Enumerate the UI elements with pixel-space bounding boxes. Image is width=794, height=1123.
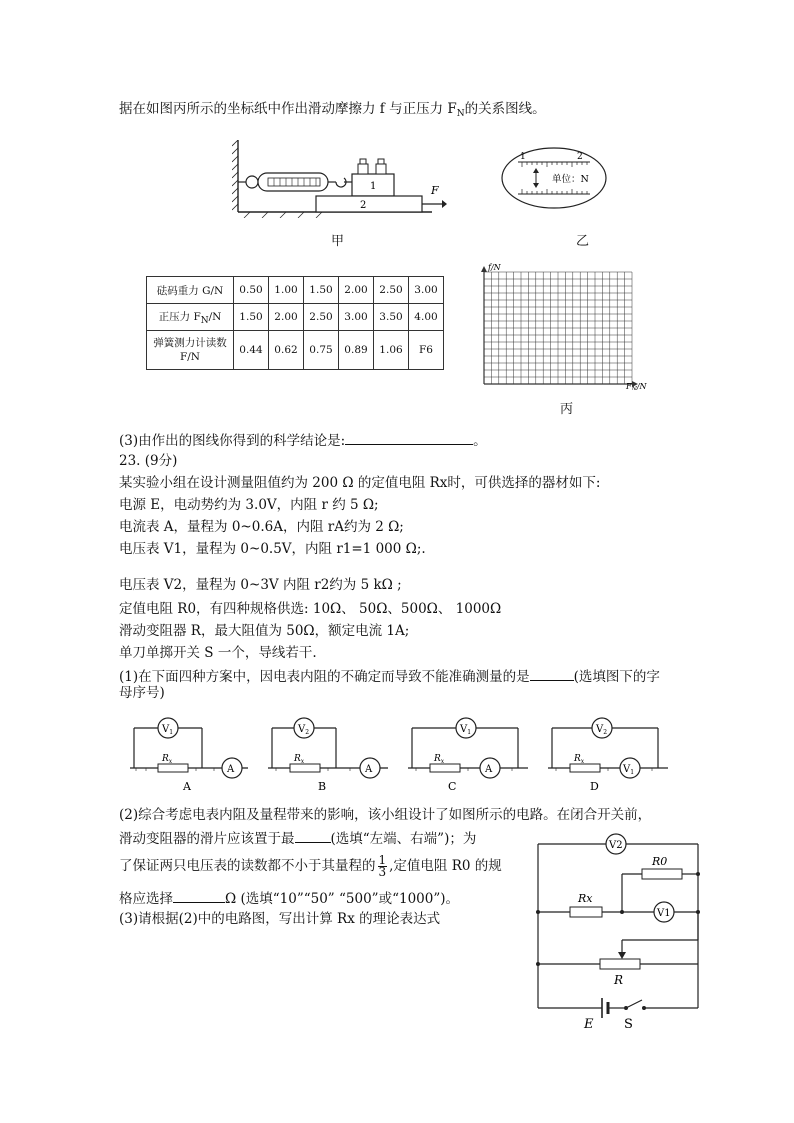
- table-cell: 2.00: [339, 277, 374, 304]
- svg-text:V1: $V_1$: [162, 724, 174, 736]
- svg-text:V2: $V_2$: [298, 724, 310, 736]
- figure-yi: [500, 146, 608, 210]
- q23-r0: 定值电阻 R0，有四种规格供选: 10Ω、 50Ω、500Ω、 1000Ω: [119, 601, 502, 617]
- tick-2: 2: [577, 152, 583, 162]
- table-cell: 1.06: [374, 331, 409, 370]
- circuit-d: [548, 718, 668, 793]
- q23-p2-b: 滑动变阻器的滑片应该置于最 (选填“左端、右端”)；为: [119, 828, 476, 848]
- table-cell: 2.50: [304, 304, 339, 331]
- q23-p2-d: 格应选择 Ω (选填“10”“50” “500”或“1000”)。: [119, 888, 459, 908]
- svg-text:V2: $V_2$: [596, 724, 608, 736]
- table-cell: 0.62: [269, 331, 304, 370]
- table-cell: 0.75: [304, 331, 339, 370]
- q23-header: 23. (9分): [119, 453, 178, 469]
- circuit-c: [408, 718, 528, 793]
- svg-text:Rx: $R_x$: [574, 754, 585, 765]
- q23-p1: (1)在下面四种方案中，因电表内阻的不确定而导致不能准确测量的是 (选填图下的字: [119, 666, 660, 686]
- answer-blank[interactable]: [295, 828, 331, 843]
- table-cell: 0.89: [339, 331, 374, 370]
- q23-p3: (3)请根据(2)中的电路图，写出计算 Rx 的理论表达式: [119, 911, 441, 927]
- table-row-label: 砝码重力 G/N: [147, 277, 234, 304]
- svg-text:A: A: [485, 764, 493, 775]
- table-row-label: 正压力 FN/N: [147, 304, 234, 331]
- fraction-one-third: $\frac{1}{3}$: [378, 853, 387, 879]
- rx-label: Rx: [578, 892, 593, 905]
- grid-xlabel: $F_N/N$: [626, 382, 647, 390]
- r0-label: R0: [652, 855, 668, 868]
- q23-switch: 单刀单掷开关 S 一个，导线若干.: [119, 645, 317, 661]
- svg-text:A: A: [365, 764, 373, 775]
- main-circuit: [530, 828, 710, 1033]
- table-row: [147, 331, 444, 370]
- table-cell: 3.00: [409, 277, 444, 304]
- table-cell: 1.50: [304, 277, 339, 304]
- svg-text:Rx: $R_x$: [294, 754, 305, 765]
- q23-p2-c: 了保证两只电压表的读数都不小于其量程的 $\frac{1}{3}$ ,定值电阻 R0 的规: [119, 853, 502, 879]
- q23-rheostat: 滑动变阻器 R，最大阻值为 50Ω，额定电流 1A;: [119, 623, 410, 639]
- svg-text:Rx: $R_x$: [162, 754, 173, 765]
- figure-bing-grid: [478, 258, 648, 390]
- grid-ylabel: f/N: [488, 263, 501, 272]
- intro-line: 据在如图丙所示的坐标纸中作出滑动摩擦力 f 与正压力 $F_N$的关系图线。: [119, 101, 546, 119]
- table-cell: 0.44: [234, 331, 269, 370]
- table-row: [147, 277, 444, 304]
- table-cell: F6: [409, 331, 444, 370]
- figure-jia: [232, 140, 447, 218]
- circuit-b: [268, 718, 388, 793]
- answer-blank[interactable]: [345, 430, 473, 445]
- table-cell: 4.00: [409, 304, 444, 331]
- table-cell: 1.50: [234, 304, 269, 331]
- v1-label: V1: [657, 908, 671, 919]
- q3-conclusion: (3)由作出的图线你得到的科学结论是: 。: [119, 430, 487, 450]
- table-cell: 0.50: [234, 277, 269, 304]
- data-table: [146, 276, 444, 370]
- q23-p2-a: (2)综合考虑电表内阻及量程带来的影响，该小组设计了如图所示的电路。在闭合开关前，: [119, 807, 652, 823]
- table-cell: 2.00: [269, 304, 304, 331]
- caption-jia: 甲: [331, 234, 345, 249]
- caption-bing: 丙: [560, 402, 574, 417]
- q23-source: 电源 E，电动势约为 3.0V，内阻 r 约 5 Ω;: [119, 497, 379, 513]
- table-cell: 3.50: [374, 304, 409, 331]
- q23-intro: 某实验小组在设计测量阻值约为 200 Ω 的定值电阻 Rx时，可供选择的器材如下:: [119, 475, 601, 491]
- block-1-label: 1: [370, 181, 377, 192]
- svg-text:A: A: [227, 764, 235, 775]
- unit-label: 单位：N: [552, 174, 589, 185]
- s-label: S: [624, 1017, 633, 1032]
- table-cell: 1.00: [269, 277, 304, 304]
- force-label: F: [431, 184, 439, 197]
- q23-v1: 电压表 V1，量程为 0~0.5V，内阻 r1=1 000 Ω;.: [119, 541, 426, 557]
- tick-1: 1: [520, 152, 526, 162]
- r-label: R: [614, 973, 624, 987]
- answer-blank[interactable]: [530, 666, 574, 681]
- svg-text:V1: $V_1$: [623, 764, 635, 776]
- circuit-label: B: [318, 780, 327, 793]
- table-cell: 2.50: [374, 277, 409, 304]
- circuit-label: D: [590, 780, 599, 793]
- circuit-a: [130, 718, 248, 793]
- v2-label: V2: [609, 840, 623, 851]
- q23-ammeter: 电流表 A，量程为 0~0.6A，内阻 rA约为 2 Ω;: [119, 519, 404, 535]
- e-label: E: [584, 1017, 594, 1032]
- table-row: [147, 304, 444, 331]
- q23-p1-cont: 母序号): [119, 685, 165, 701]
- caption-yi: 乙: [576, 234, 590, 249]
- answer-blank[interactable]: [173, 888, 225, 903]
- table-row-label: 弹簧测力计读数 F/N: [147, 331, 234, 370]
- svg-text:Rx: $R_x$: [434, 754, 445, 765]
- q23-v2: 电压表 V2，量程为 0~3V 内阻 r2约为 5 kΩ ;: [119, 577, 402, 593]
- circuit-label: C: [448, 780, 457, 793]
- circuit-options: [126, 712, 671, 794]
- svg-text:V1: $V_1$: [460, 724, 472, 736]
- circuit-label: A: [183, 780, 191, 793]
- block-2-label: 2: [360, 200, 367, 211]
- table-cell: 3.00: [339, 304, 374, 331]
